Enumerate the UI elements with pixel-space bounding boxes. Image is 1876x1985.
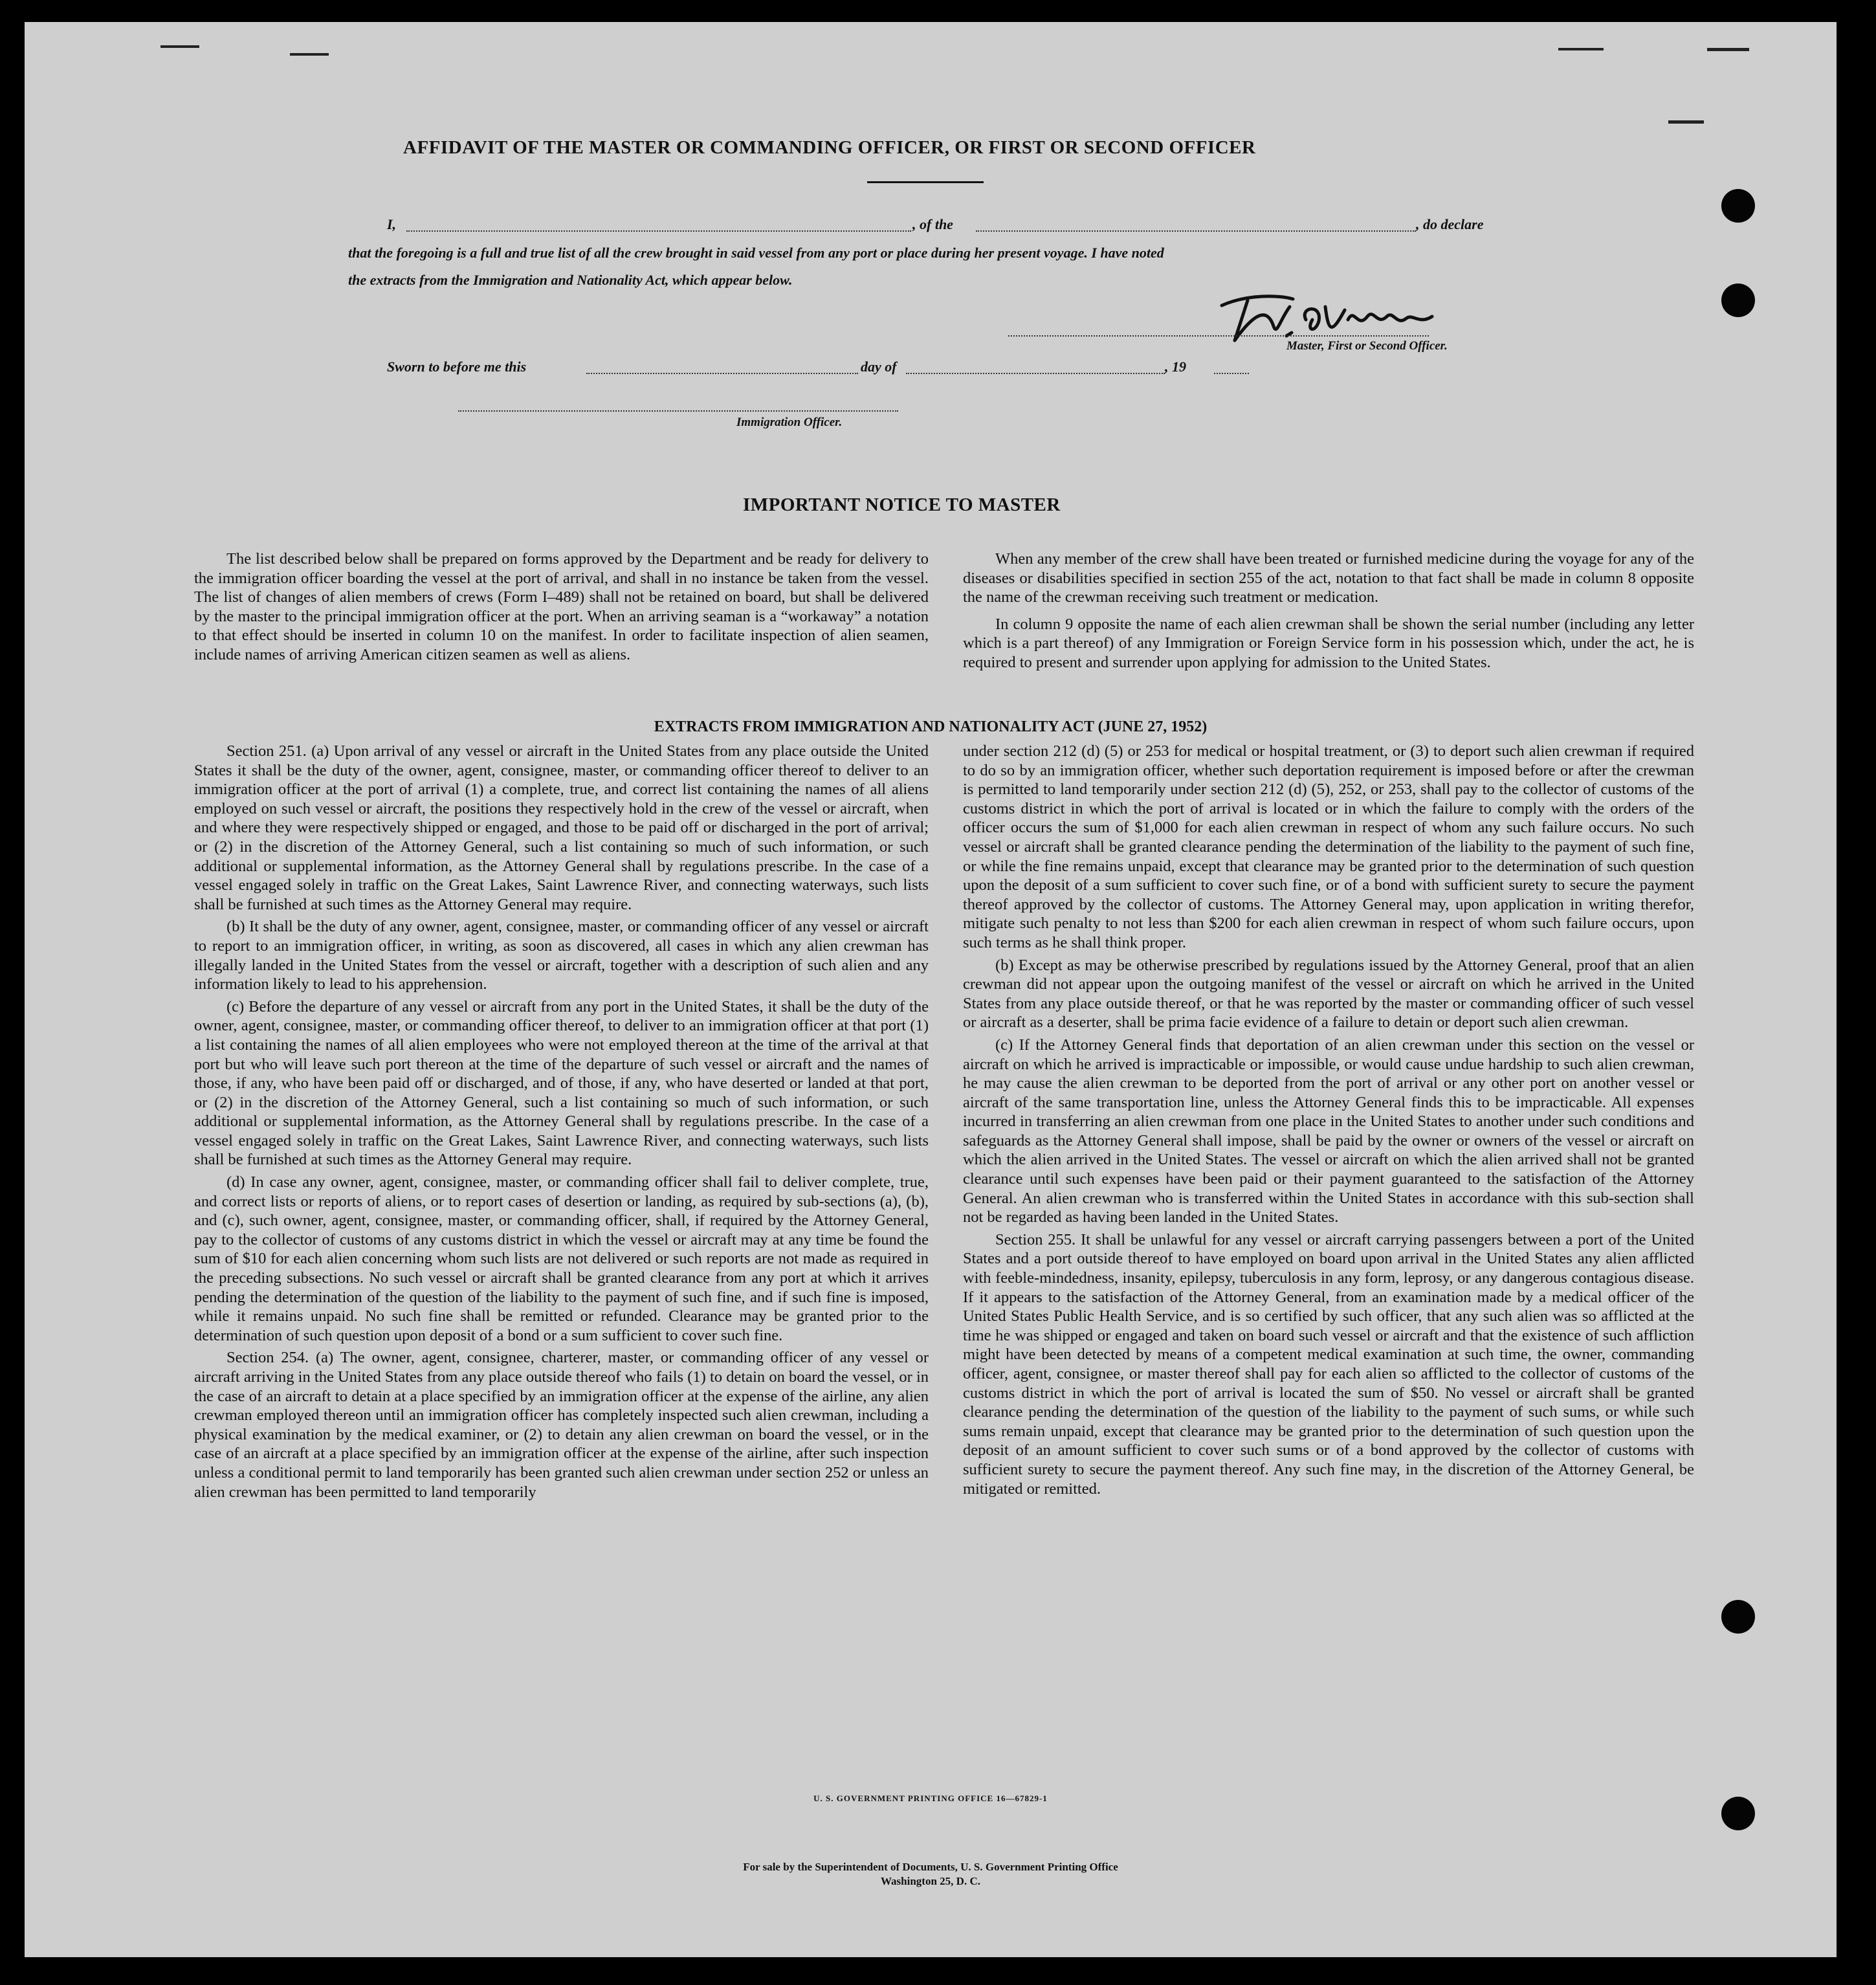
scan-speck	[1668, 120, 1704, 124]
binder-hole	[1721, 189, 1755, 223]
title-rule	[867, 181, 984, 183]
notice-right-paragraph-1: When any member of the crew shall have been treated or furnished medicine during the voyage for any of the diseases or disabilities specified in section 255 of the act, notation to that fact shall be made in column 8 opposite the name of the crewman receiving such treatment or medication.	[963, 550, 1694, 606]
notice-title: IMPORTANT NOTICE TO MASTER	[743, 494, 1061, 515]
sworn-year-line[interactable]	[1214, 373, 1249, 374]
scan-speck	[290, 53, 329, 56]
affidavit-title: AFFIDAVIT OF THE MASTER OR COMMANDING OFFICER, OR FIRST OR SECOND OFFICER	[403, 137, 1256, 158]
section-254b: (b) Except as may be otherwise prescribed by regulations issued by the Attorney General, proof that an alien crewman did not appear upon the outgoing manifest of the vessel or aircraft on which he arrived in the United States from any place outside thereof, or that he was reported by the master or commanding officer of such vessel or aircraft as a deserter, shall be prima facie evidence of a failure to detain or deport such alien crewman.	[963, 956, 1694, 1032]
sale-notice-line-2: Washington 25, D. C.	[881, 1875, 980, 1887]
year-label: , 19	[1165, 359, 1186, 375]
scan-speck	[160, 45, 199, 48]
sworn-day-line[interactable]	[586, 373, 858, 374]
section-254c: (c) If the Attorney General finds that deportation of an alien crewman under this section on the vessel or aircraft on which he arrived is impracticable or impossible, or would cause undue hardship to such alien crewman, he may cause the alien crewman to be deported from the port of arrival or any other port on another vessel or aircraft of the same transportation line, unless the Attorney General finds this to be impracticable. All expenses incurred in transferring an alien crewman from one place in the United States to another under such conditions and safeguards as the Attorney General shall impose, shall be paid by the owner or owners of the vessel or aircraft on which the alien arrived in the United States. The vessel or aircraft on which the alien arrived shall not be granted clearance until such expenses have been paid or their payment guaranteed to the satisfaction of the Attorney General. An alien crewman who is transferred within the United States in accordance with this sub-section shall not be regarded as having been landed in the United States.	[963, 1036, 1694, 1226]
day-of-label: day of	[861, 359, 897, 375]
do-declare-label: , do declare	[1416, 216, 1484, 232]
affidavit-extracts-text: the extracts from the Immigration and Nationality Act, which appear below.	[348, 272, 793, 288]
affidavit-declaration-text: that the foregoing is a full and true list of all the crew brought in said vessel from any port or place during her present voyage. I have noted	[348, 245, 1164, 261]
vessel-name-line[interactable]	[976, 230, 1416, 232]
binder-hole	[1721, 1600, 1755, 1634]
sworn-month-line[interactable]	[906, 373, 1165, 374]
affidavit-i-label: I,	[387, 216, 397, 232]
section-251c: (c) Before the departure of any vessel or aircraft from any port in the United States, it shall be the duty of the owner, agent, consignee, master, or commanding officer thereof, to deliver to an immigration officer at that port (1) a list containing the names of all alien employees who were not employed thereon at the time of the arrival at that port but who will leave such port thereon at the time of the departure of such vessel or aircraft and the names of those, if any, who have been paid off or discharged, and of those, if any, who have deserted or landed at that port, or (2) in the discretion of the Attorney General, such a list containing so much of such information, or such additional or supplemental information, as the Attorney General shall by regulations prescribe. In the case of a vessel engaged solely in traffic on the Great Lakes, Saint Lawrence River, and connecting waterways, such lists shall be furnished at such times as the Attorney General may require.	[194, 997, 929, 1169]
immigration-officer-line[interactable]	[458, 410, 898, 412]
signature-caption: Master, First or Second Officer.	[1286, 339, 1448, 353]
officer-caption: Immigration Officer.	[736, 416, 843, 429]
section-254a-continued: under section 212 (d) (5) or 253 for medical or hospital treatment, or (3) to deport such alien crewman if required to do so by an immigration officer, whether such deportation requirement is imposed before or after the crewman is permitted to land temporarily under section 212 (d) (5), 252, or 253, shall pay to the collector of customs of the customs district in which the port of arrival is located or in which the failure to comply with the orders of the officer occurs the sum of $1,000 for each alien crewman in respect of whom any such failure occurs. No such vessel or aircraft shall be granted clearance pending the determination of the liability to the payment of such fine, or while the fine remains unpaid, except that clearance may be granted prior to the determination of such question upon the deposit of a sum sufficient to cover such fine, or of a bond with sufficient surety to secure the payment thereof approved by the collector of customs. The Attorney General may, upon application in writing therefor, mitigate such penalty to not less than $200 for each alien crewman in respect of whom such failure occurs, upon such terms as he shall think proper.	[963, 742, 1694, 951]
binder-hole	[1721, 283, 1755, 317]
section-254a: Section 254. (a) The owner, agent, consignee, charterer, master, or commanding officer of any vessel or aircraft arriving in the United States from any place outside thereof who fails (1) to detain on board the vessel, or in the case of an aircraft to detain at a place specified by an immigration officer at the expense of the airline, any alien crewman employed thereon until an immigration officer has completely inspected such alien crewman, including a physical examination by the medical examiner, or (2) to detain any alien crewman on board the vessel, or in the case of an aircraft at a place specified by an immigration officer at the expense of the airline, after such inspection unless a conditional permit to land temporarily has been granted such alien crewman under section 252 or unless an alien crewman has been permitted to land temporarily	[194, 1349, 929, 1501]
extracts-left-column	[194, 742, 929, 1505]
section-255: Section 255. It shall be unlawful for any vessel or aircraft carrying passengers between a port of the United States and a port outside thereof to have employed on board upon arrival in the United States any alien afflicted with feeble-mindedness, insanity, epilepsy, tuberculosis in any form, leprosy, or any dangerous contagious disease. If it appears to the satisfaction of the Attorney General, from an examination made by a medical officer of the United States Public Health Service, and is so certified by such officer, that any such alien was so afflicted at the time he was shipped or engaged and taken on board such vessel or aircraft and that the existence of such affliction might have been detected by means of a competent medical examination at such time, the owner, commanding officer, agent, consignee, or master thereof shall pay for each alien so afflicted to the collector of customs of the customs district in which the port of arrival is located the sum of $50. No vessel or aircraft shall be granted clearance pending the determination of the question of the liability to the payment of such sums, or while such sums remain unpaid, except that clearance may be granted prior to the determination of such question upon the deposit of an amount sufficient to cover such sums or of a bond approved by the collector of customs with sufficient surety to secure the payment thereof. Any such fine may, in the discretion of the Attorney General, be mitigated or remitted.	[963, 1230, 1694, 1498]
sale-notice-line-1: For sale by the Superintendent of Documents, U. S. Government Printing Office	[743, 1861, 1118, 1873]
sworn-label: Sworn to before me this	[387, 359, 527, 375]
section-251a: Section 251. (a) Upon arrival of any vessel or aircraft in the United States from any place outside the United States it shall be the duty of the owner, agent, consignee, master, or commanding officer thereof to deliver to an immigration officer at the port of arrival (1) a complete, true, and correct list containing the names of all aliens employed on such vessel or aircraft, the positions they respectively hold in the crew of the vessel or aircraft, when and where they were respectively shipped or engaged, and those to be paid off or discharged in the port of arrival; or (2) in the discretion of the Attorney General, such a list containing so much of such information, or such additional or supplemental information, as the Attorney General shall by regulations prescribe. In the case of a vessel engaged solely in traffic on the Great Lakes, Saint Lawrence River, and connecting waterways, such lists shall be furnished at such times as the Attorney General may require.	[194, 742, 929, 913]
document-page	[25, 22, 1837, 1957]
extracts-right-column	[963, 742, 1694, 1502]
notice-right-column	[963, 549, 1694, 676]
extracts-title: EXTRACTS FROM IMMIGRATION AND NATIONALITY ACT (JUNE 27, 1952)	[654, 718, 1208, 735]
declarant-name-line[interactable]	[406, 230, 911, 232]
printing-office-line: U. S. GOVERNMENT PRINTING OFFICE 16—67829-1	[813, 1793, 1048, 1803]
notice-right-paragraph-2: In column 9 opposite the name of each alien crewman shall be shown the serial number (including any letter which is a part thereof) of any Immigration or Foreign Service form in his possession which, under the act, he is required to present and surrender upon applying for admission to the United States.	[963, 615, 1694, 671]
section-251b: (b) It shall be the duty of any owner, agent, consignee, master, or commanding officer of any vessel or aircraft to report to an immigration officer, in writing, as soon as discovered, all cases in which any alien crewman has illegally landed in the United States from the vessel or aircraft, together with a description of such alien and any information likely to lead to his apprehension.	[194, 918, 929, 993]
section-251d: (d) In case any owner, agent, consignee, master, or commanding officer shall fail to deliver complete, true, and correct lists or reports of aliens, or to report cases of desertion or landing, as required by sub-sections (a), (b), and (c), such owner, agent, consignee, master, or commanding officer, shall, if required by the Attorney General, pay to the collector of customs of any customs district in which the vessel or aircraft may at any time be found the sum of $10 for each alien concerning whom such lists are not delivered or such reports are not made as required in the preceding subsections. No such vessel or aircraft shall be granted clearance from any port at which it arrives pending the determination of the question of the liability to the payment of such fine, and if such fine is imposed, while it remains unpaid. No such fine shall be remitted or refunded. Clearance may be granted prior to the determination of such question upon deposit of a bond or a sum sufficient to cover such fine.	[194, 1173, 929, 1344]
of-the-label: , of the	[912, 216, 953, 232]
scan-speck	[1558, 48, 1604, 50]
notice-left-paragraph: The list described below shall be prepared on forms approved by the Department and be ready for delivery to the immigration officer boarding the vessel at the port of arrival, and shall in no instance be taken from the vessel. The list of changes of alien members of crews (Form I–489) shall not be retained on board, but shall be delivered by the master to the principal immigration officer at the port. When an arriving seaman is a “workaway” a notation to that effect should be inserted in column 10 on the manifest. In order to facilitate inspection of alien seamen, include names of arriving American citizen seamen as well as aliens.	[194, 550, 929, 663]
signature-line[interactable]	[1008, 335, 1429, 337]
notice-left-column	[194, 549, 929, 668]
scan-speck	[1707, 48, 1749, 51]
